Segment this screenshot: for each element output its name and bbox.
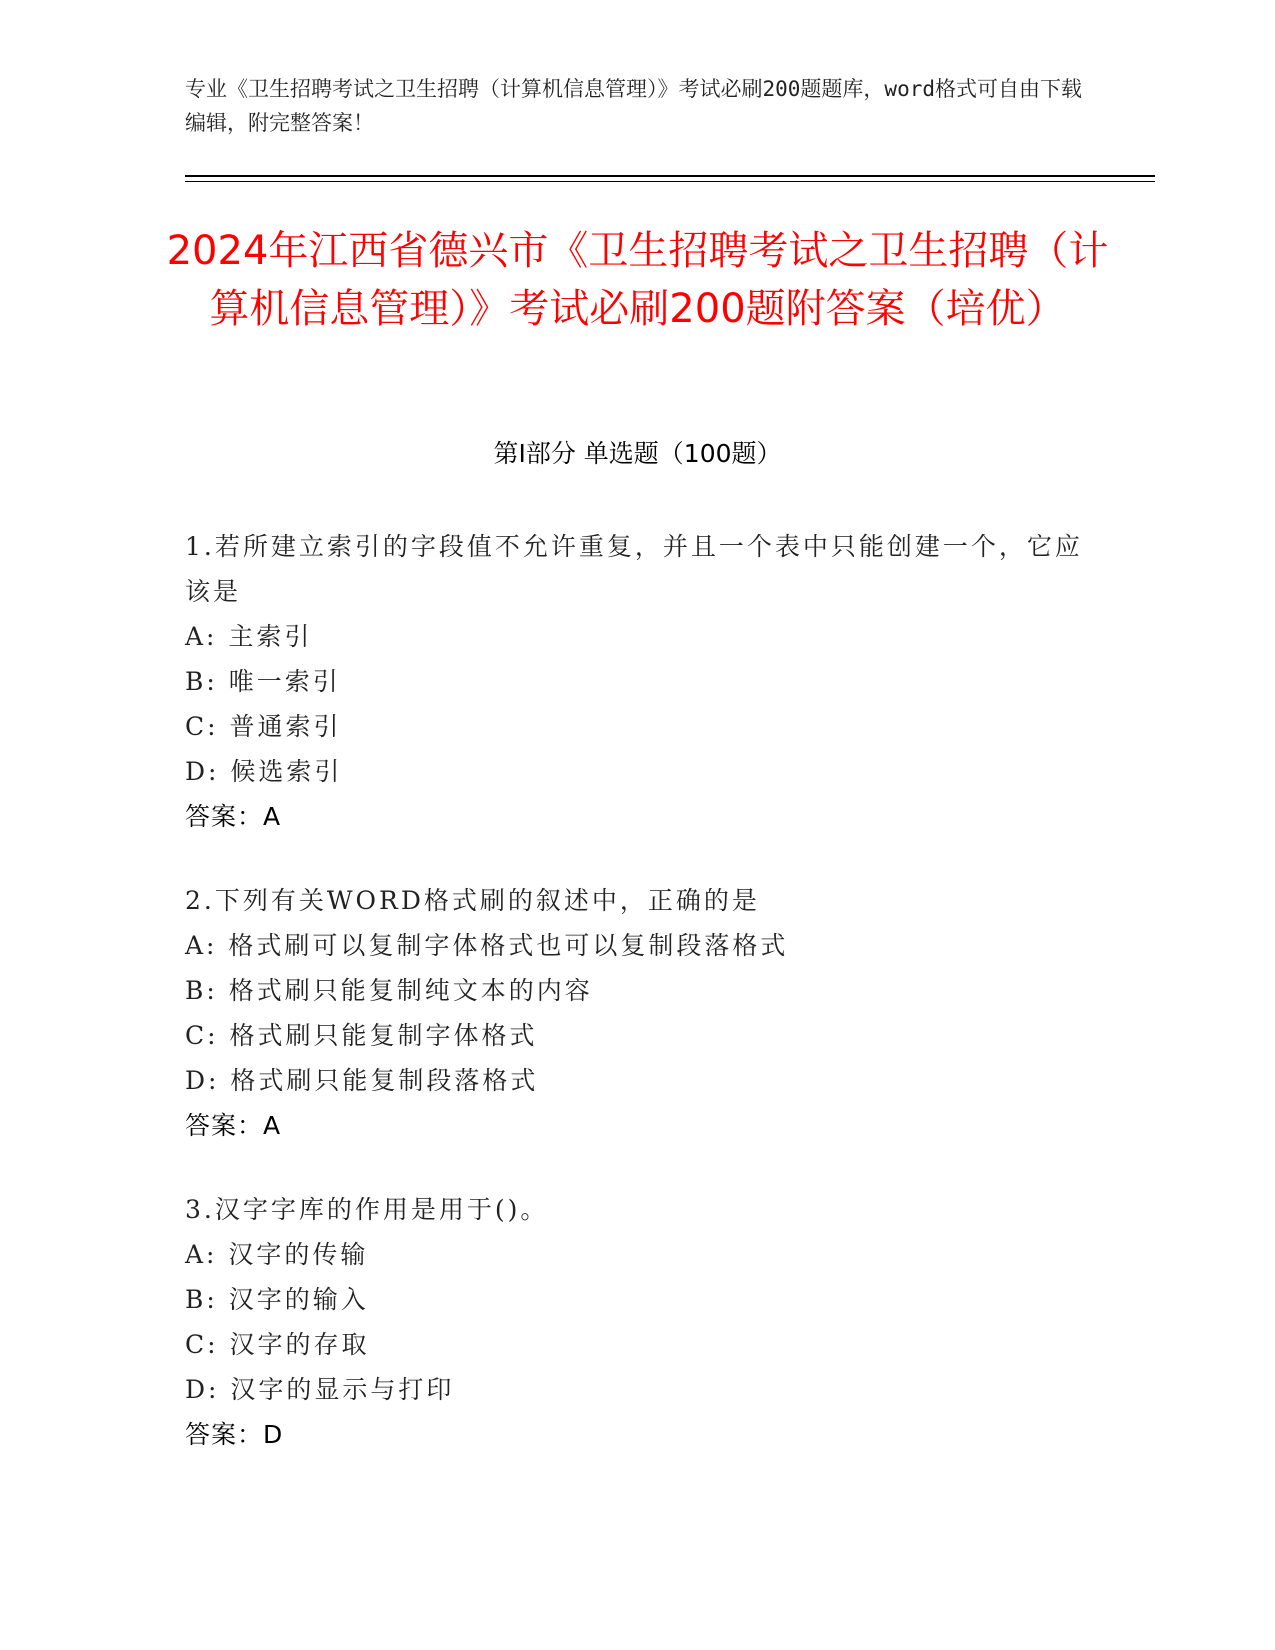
option-a: A: 主索引 — [185, 622, 313, 651]
option-c: C: 格式刷只能复制字体格式 — [185, 1021, 538, 1050]
question-stem: 1.若所建立索引的字段值不允许重复，并且一个表中只能创建一个，它应该是 — [185, 532, 1083, 606]
answer: 答案：D — [185, 1420, 284, 1449]
option-d: D: 候选索引 — [185, 757, 343, 786]
option-b: B: 汉字的输入 — [185, 1285, 369, 1314]
header-divider-thin — [185, 181, 1155, 182]
option-b: B: 格式刷只能复制纯文本的内容 — [185, 976, 593, 1005]
question-stem: 3.汉字字库的作用是用于()。 — [185, 1195, 549, 1224]
answer: 答案：A — [185, 802, 282, 831]
option-a: A: 格式刷可以复制字体格式也可以复制段落格式 — [185, 931, 789, 960]
option-a: A: 汉字的传输 — [185, 1240, 369, 1269]
option-c: C: 汉字的存取 — [185, 1330, 370, 1359]
option-c: C: 普通索引 — [185, 712, 342, 741]
option-b: B: 唯一索引 — [185, 667, 341, 696]
question-list — [185, 524, 1090, 1496]
option-d: D: 汉字的显示与打印 — [185, 1375, 455, 1404]
question-1 — [185, 524, 1090, 839]
document-title: 2024年江西省德兴市《卫生招聘考试之卫生招聘（计算机信息管理）》考试必刷200题附答案（培优） — [166, 228, 1109, 332]
answer: 答案：A — [185, 1111, 282, 1140]
header-note: 专业《卫生招聘考试之卫生招聘（计算机信息管理）》考试必刷200题题库，word格式可自由下载编辑，附完整答案！ — [185, 77, 1082, 135]
question-2 — [185, 878, 1090, 1148]
section-title: 第Ⅰ部分 单选题（100题） — [493, 439, 782, 468]
header-divider — [185, 175, 1155, 177]
question-3 — [185, 1187, 1090, 1457]
option-d: D: 格式刷只能复制段落格式 — [185, 1066, 539, 1095]
question-stem: 2.下列有关WORD格式刷的叙述中，正确的是 — [185, 886, 760, 915]
